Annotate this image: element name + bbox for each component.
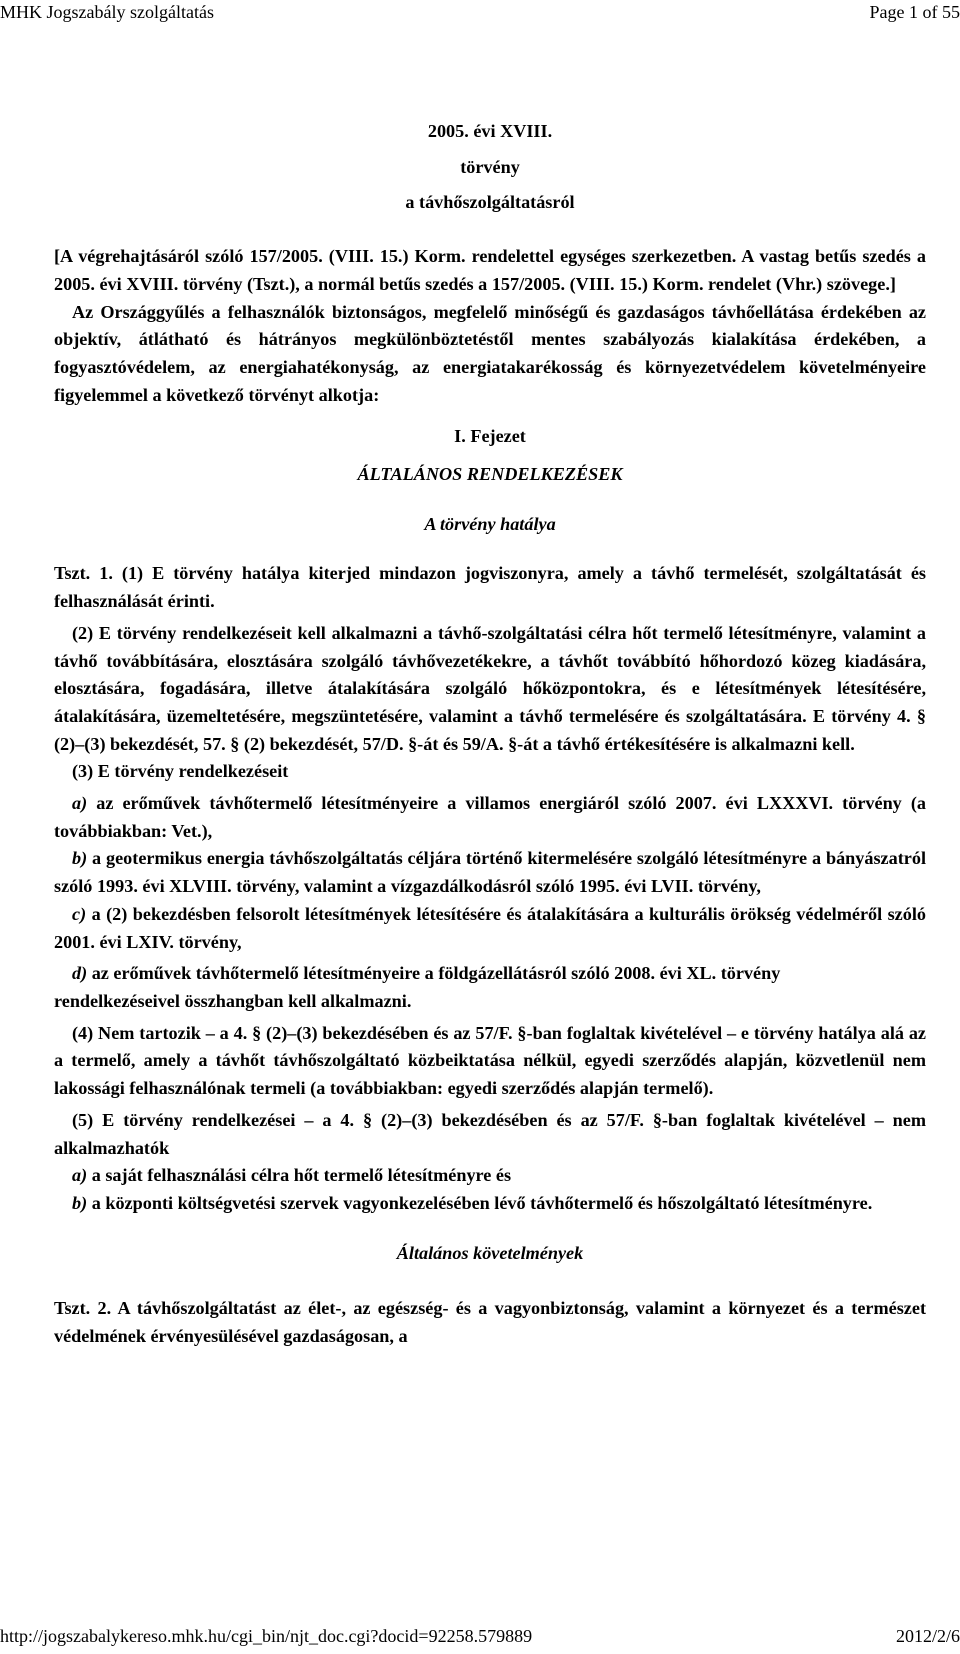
list-item-d: d) az erőművek távhőtermelő létesítményeire a földgázellátásról szóló 2008. évi XL. törvény xyxy=(72,963,781,984)
print-date: 2012/2/6 xyxy=(895,1626,960,1646)
section-heading-general: Általános követelmények xyxy=(396,1242,584,1263)
paragraph-2: Tszt. 2. A távhőszolgáltatást az élet-, az egészség- és a vagyonbiztonság, valamint a környezet és a természet védelmének érvényesülésével gazdaságosan, a xyxy=(54,1298,926,1347)
list-item-a: a) az erőművek távhőtermelő létesítményeire a villamos energiáról szóló 2007. évi LXXXVI. törvény (a továbbiakban: Vet.), xyxy=(54,793,926,841)
preamble: Az Országgyűlés a felhasználók biztonságos, megfelelő minőségű és gazdaságos távhőellátása érdekében az objektív, átlátható és hátrányos megkülönböztetéstől mentes szabályozás kialakítása érdekében, a fogyasztóvédelem, az energiahatékonyság, az energiatakarékosság és környezetvédelem követelményeire figyelemmel a következő törvényt alkotja: xyxy=(54,301,926,405)
chapter-number: I. Fejezet xyxy=(454,426,526,447)
site-name: MHK Jogszabály szolgáltatás xyxy=(0,2,214,22)
page-number: Page 1 of 55 xyxy=(869,2,960,22)
document-body xyxy=(54,118,926,1351)
paragraph-1-5: (5) E törvény rendelkezései – a 4. § (2)–(3) bekezdésében és az 57/F. §-ban foglaltak kivételével – nem alkalmazhatók xyxy=(54,1109,926,1158)
page-header xyxy=(0,2,960,24)
chapter-title: ÁLTALÁNOS RENDELKEZÉSEK xyxy=(357,464,623,485)
list-item-5b: b) a központi költségvetési szervek vagyonkezelésében lévő távhőtermelő és hőszolgáltató létesítményre. xyxy=(72,1192,873,1213)
paragraph-1-1: Tszt. 1. (1) E törvény hatálya kiterjed mindazon jogviszonyra, amely a távhő termelését, szolgáltatását és felhasználását érinti. xyxy=(54,563,927,612)
list-item-5a: a) a saját felhasználási célra hőt termelő létesítményre és xyxy=(72,1165,512,1186)
list-item-d-continuation: rendelkezéseivel összhangban kell alkalmazni. xyxy=(54,990,412,1011)
list-item-b: b) a geotermikus energia távhőszolgáltatás céljára történő kitermelésére szolgáló létesítményre a bányászatról szóló 1993. évi XLVIII. törvény, valamint a vízgazdálkodásról szóló 1995. évi LVII. törvény, xyxy=(54,848,926,897)
law-title: a távhőszolgáltatásról xyxy=(405,192,575,213)
source-url: http://jogszabalykereso.mhk.hu/cgi_bin/njt_doc.cgi?docid=92258.579889 xyxy=(0,1626,533,1646)
law-type: törvény xyxy=(460,156,520,177)
paragraph-1-4: (4) Nem tartozik – a 4. § (2)–(3) bekezdésében és az 57/F. §-ban foglaltak kivételével – e törvény hatálya alá az a termelő, amely a távhőt távhőszolgáltató közbeiktatása nélkül, egyedi szerződés alapján, közvetlenül nem lakossági felhasználónak termeli (a továbbiakban: egyedi szerződés alapján termelő). xyxy=(54,1022,926,1099)
section-ref: Tszt. 2. xyxy=(54,1298,112,1319)
paragraph-1-3: (3) E törvény rendelkezéseit xyxy=(72,761,289,782)
section-ref: Tszt. 1. xyxy=(54,563,113,584)
page-footer xyxy=(0,1626,960,1648)
editorial-note: [A végrehajtásáról szóló 157/2005. (VIII. 15.) Korm. rendelettel egységes szerkezetben. A vastag betűs szedés a 2005. évi XVIII. törvény (Tszt.), a normál betűs szedés a 157/2005. (VIII. 15.) Korm. rendelet (Vhr.) szövege.] xyxy=(54,246,926,294)
law-number: 2005. évi XVIII. xyxy=(427,121,553,141)
list-item-c: c) a (2) bekezdésben felsorolt létesítmények létesítésére és átalakítására a kulturális örökség védelméről szóló 2001. évi LXIV. törvény, xyxy=(54,903,926,952)
section-heading-scope: A törvény hatálya xyxy=(424,513,556,534)
paragraph-1-2: (2) E törvény rendelkezéseit kell alkalmazni a távhő-szolgáltatási célra hőt termelő létesítményre, valamint a távhő továbbítására, elosztására szolgáló távhővezetékekre, a távhőt továbbító hőhordozó közeg kiadására, elosztására, fogadására, illetve átalakítására szolgáló hőközpontokra, és e létesítmények létesítésére, átalakítására, üzemeltetésére, megszüntetésére, valamint a távhő termelésére és szolgáltatására. E törvény 4. § (2)–(3) bekezdését, 57. § (2) bekezdését, 57/D. §-át és 59/A. §-át a távhő értékesítésére is alkalmazni kell. xyxy=(54,622,926,754)
